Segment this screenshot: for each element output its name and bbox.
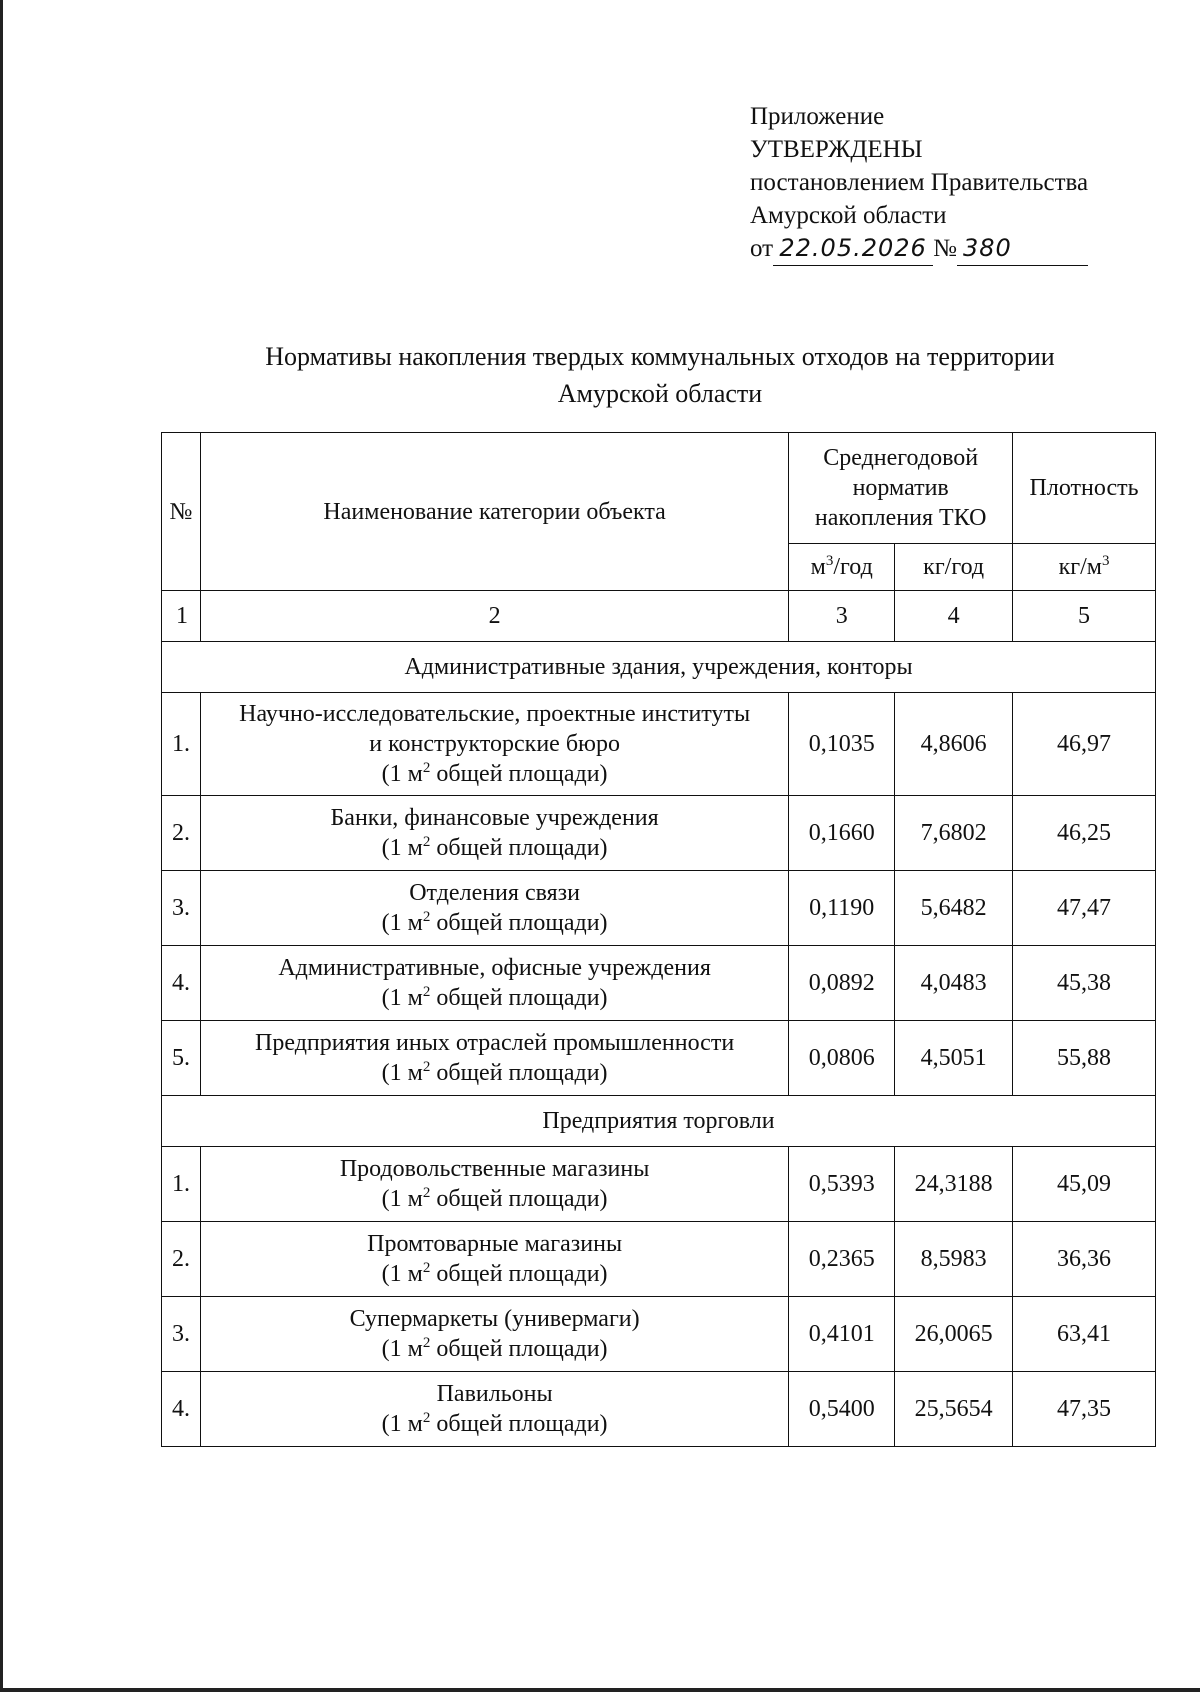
density-cell: 36,36 <box>1013 1222 1156 1297</box>
volume-norm-cell: 0,2365 <box>789 1222 895 1297</box>
row-number: 1. <box>162 1147 201 1222</box>
title-line-2: Амурской области <box>557 379 763 408</box>
norms-table <box>161 432 1156 1447</box>
mass-norm-cell: 4,5051 <box>895 1021 1013 1096</box>
area-unit-note: (1 $м^2$ общей площади) <box>381 1410 608 1437</box>
density-cell: 46,97 <box>1013 693 1156 796</box>
density-cell: 45,38 <box>1013 946 1156 1021</box>
header-annual-norm: Среднегодовой норматив накопления ТКО <box>789 433 1013 544</box>
mass-norm-cell: 4,0483 <box>895 946 1013 1021</box>
volume-norm-cell: 0,5393 <box>789 1147 895 1222</box>
area-unit-note: (1 $м^2$ общей площади) <box>381 909 608 936</box>
header-density: Плотность <box>1013 433 1156 544</box>
scan-edge-left <box>0 0 3 1692</box>
table-row <box>162 796 1156 871</box>
table-row <box>162 1021 1156 1096</box>
mass-norm-cell: 8,5983 <box>895 1222 1013 1297</box>
area-unit-note: (1 $м^2$ общей площади) <box>381 1059 608 1086</box>
category-name-line: Научно-исследовательские, проектные институты <box>239 701 751 727</box>
category-name <box>200 946 788 1021</box>
column-number: 4 <box>895 591 1013 642</box>
mass-norm-cell: 25,5654 <box>895 1372 1013 1447</box>
density-cell: 63,41 <box>1013 1297 1156 1372</box>
density-cell: 46,25 <box>1013 796 1156 871</box>
row-number: 2. <box>162 796 201 871</box>
density-cell: 55,88 <box>1013 1021 1156 1096</box>
decree-number-handwritten: 380 <box>957 232 1088 266</box>
density-cell: 45,09 <box>1013 1147 1156 1222</box>
volume-norm-cell: 0,1035 <box>789 693 895 796</box>
row-number: 1. <box>162 693 201 796</box>
category-name <box>200 1222 788 1297</box>
column-number-row <box>162 591 1156 642</box>
category-name <box>200 1147 788 1222</box>
column-number: 3 <box>789 591 895 642</box>
category-name-line: Супермаркеты (универмаги) <box>349 1306 640 1332</box>
column-number: 2 <box>200 591 788 642</box>
mass-norm-cell: 26,0065 <box>895 1297 1013 1372</box>
decree-date-handwritten: 22.05.2026 <box>773 232 933 266</box>
header-unit-mass: кг/год <box>895 544 1013 591</box>
mass-norm-cell: 4,8606 <box>895 693 1013 796</box>
category-name-line: Продовольственные магазины <box>339 1156 650 1182</box>
category-name-line: Отделения связи <box>409 880 580 906</box>
table-row <box>162 1147 1156 1222</box>
decree-date-number <box>750 232 1088 266</box>
area-unit-note: (1 $м^2$ общей площади) <box>381 1260 608 1287</box>
category-name <box>200 1021 788 1096</box>
area-unit-note: (1 $м^2$ общей площади) <box>381 834 608 861</box>
category-name-line: Промтоварные магазины <box>367 1231 623 1257</box>
header-number: № <box>162 433 201 591</box>
header-unit-density: $кг/м^3$ <box>1013 544 1156 591</box>
volume-norm-cell: 0,0892 <box>789 946 895 1021</box>
area-unit-note: (1 $м^2$ общей площади) <box>381 984 608 1011</box>
volume-norm-cell: 0,5400 <box>789 1372 895 1447</box>
row-number: 3. <box>162 1297 201 1372</box>
category-name <box>200 1297 788 1372</box>
row-number: 5. <box>162 1021 201 1096</box>
category-name-line: Павильоны <box>436 1381 553 1407</box>
section-title: Предприятия торговли <box>162 1096 1156 1147</box>
volume-norm-cell: 0,4101 <box>789 1297 895 1372</box>
title-line-1: Нормативы накопления твердых коммунальных отходов на территории <box>265 342 1055 371</box>
category-name-line: и конструкторские бюро <box>369 731 620 757</box>
table-row <box>162 1222 1156 1297</box>
row-number: 2. <box>162 1222 201 1297</box>
column-number: 1 <box>162 591 201 642</box>
header-unit-volume: $м^3$/год <box>789 544 895 591</box>
area-unit-note: (1 $м^2$ общей площади) <box>381 1185 608 1212</box>
row-number: 3. <box>162 871 201 946</box>
volume-norm-cell: 0,1190 <box>789 871 895 946</box>
mass-norm-cell: 24,3188 <box>895 1147 1013 1222</box>
category-name <box>200 796 788 871</box>
header-category-name: Наименование категории объекта <box>200 433 788 591</box>
approval-block <box>750 100 1088 266</box>
table-body <box>162 591 1156 1447</box>
table-row <box>162 946 1156 1021</box>
volume-norm-cell: 0,1660 <box>789 796 895 871</box>
region-label: Амурской области <box>750 202 947 229</box>
table-row <box>162 871 1156 946</box>
row-number: 4. <box>162 946 201 1021</box>
density-cell: 47,35 <box>1013 1372 1156 1447</box>
category-name-line: Банки, финансовые учреждения <box>330 805 659 831</box>
density-cell: 47,47 <box>1013 871 1156 946</box>
mass-norm-cell: 5,6482 <box>895 871 1013 946</box>
category-name <box>200 871 788 946</box>
row-number: 4. <box>162 1372 201 1447</box>
section-row <box>162 642 1156 693</box>
number-prefix: № <box>933 235 957 262</box>
category-name <box>200 1372 788 1447</box>
table-row <box>162 1372 1156 1447</box>
scan-edge-bottom <box>0 1688 1200 1692</box>
table-row <box>162 1297 1156 1372</box>
section-title: Административные здания, учреждения, конторы <box>162 642 1156 693</box>
area-unit-note: (1 $м^2$ общей площади) <box>381 760 608 787</box>
document-title <box>150 338 1170 412</box>
category-name-line: Административные, офисные учреждения <box>278 955 711 981</box>
column-number: 5 <box>1013 591 1156 642</box>
mass-norm-cell: 7,6802 <box>895 796 1013 871</box>
date-prefix: от <box>750 235 774 262</box>
volume-norm-cell: 0,0806 <box>789 1021 895 1096</box>
approved-label: УТВЕРЖДЕНЫ <box>750 136 923 163</box>
area-unit-note: (1 $м^2$ общей площади) <box>381 1335 608 1362</box>
table-row <box>162 693 1156 796</box>
appendix-label: Приложение <box>750 103 885 130</box>
section-row <box>162 1096 1156 1147</box>
category-name <box>200 693 788 796</box>
category-name-line: Предприятия иных отраслей промышленности <box>255 1030 735 1056</box>
decree-label: постановлением Правительства <box>750 169 1089 196</box>
